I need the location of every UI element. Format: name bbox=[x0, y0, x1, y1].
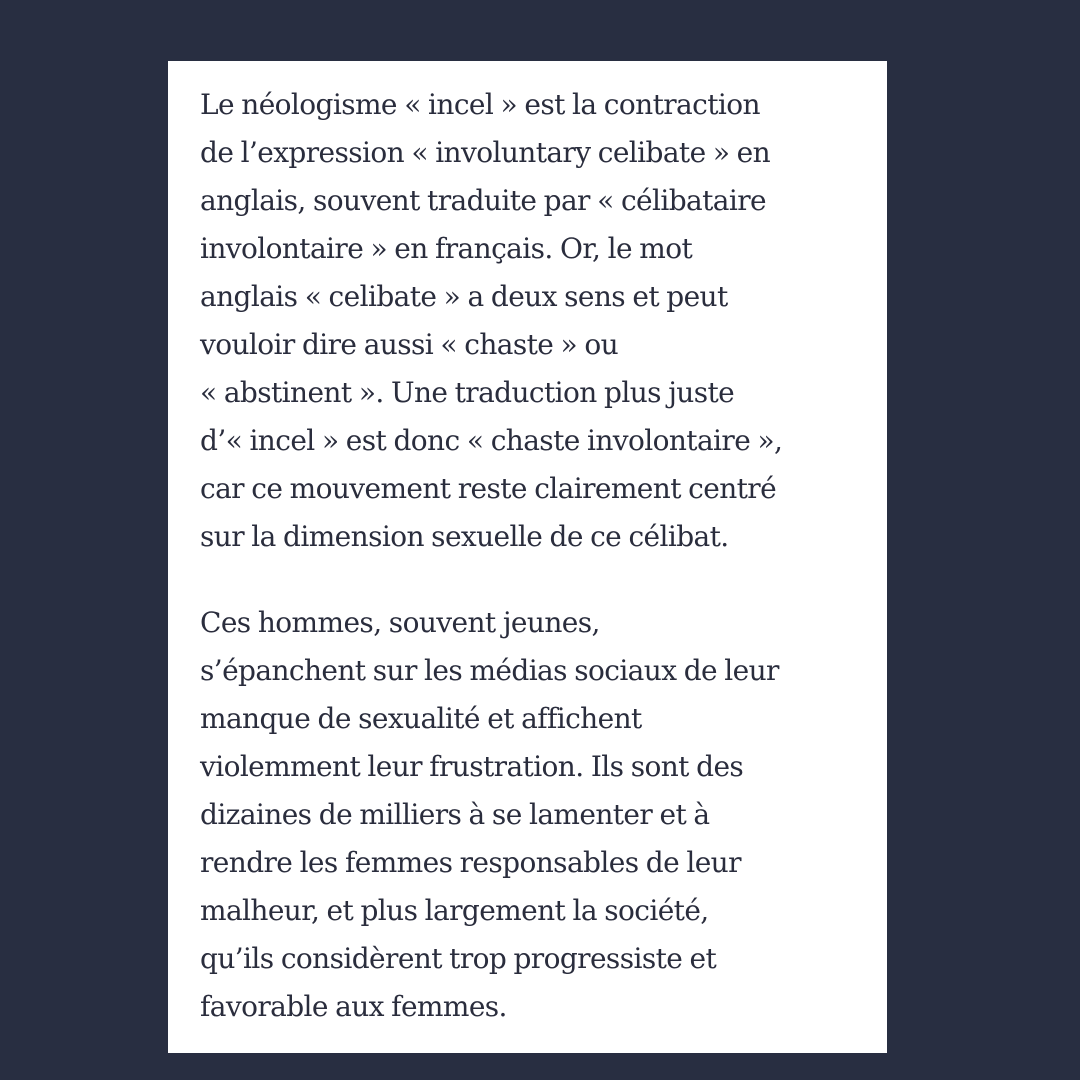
text-line: anglais, souvent traduite par « célibataire bbox=[200, 184, 766, 217]
text-line: favorable aux femmes. bbox=[200, 990, 507, 1023]
text-line: Le néologisme « incel » est la contraction bbox=[200, 88, 760, 121]
text-line: de l’expression « involuntary celibate » en bbox=[200, 136, 771, 169]
text-line: anglais « celibate » a deux sens et peut bbox=[200, 280, 728, 313]
text-line: qu’ils considèrent trop progressiste et bbox=[200, 942, 717, 975]
text-line: rendre les femmes responsables de leur bbox=[200, 846, 741, 879]
text-line: car ce mouvement reste clairement centré bbox=[200, 472, 777, 505]
text-line: dizaines de milliers à se lamenter et à bbox=[200, 798, 710, 831]
text-line: violemment leur frustration. Ils sont des bbox=[200, 750, 744, 783]
text-card bbox=[168, 61, 887, 1053]
text-line: involontaire » en français. Or, le mot bbox=[200, 232, 693, 265]
text-line: « abstinent ». Une traduction plus juste bbox=[200, 376, 735, 409]
text-line: sur la dimension sexuelle de ce célibat. bbox=[200, 520, 729, 553]
text-line: d’« incel » est donc « chaste involontaire », bbox=[200, 424, 783, 457]
text-line: manque de sexualité et affichent bbox=[200, 702, 642, 735]
paragraph-incel-behavior bbox=[200, 599, 867, 1031]
text-line: vouloir dire aussi « chaste » ou bbox=[200, 328, 619, 361]
text-line: malheur, et plus largement la société, bbox=[200, 894, 709, 927]
text-line: s’épanchent sur les médias sociaux de leur bbox=[200, 654, 779, 687]
paragraph-incel-definition bbox=[200, 81, 867, 561]
text-line: Ces hommes, souvent jeunes, bbox=[200, 606, 600, 639]
